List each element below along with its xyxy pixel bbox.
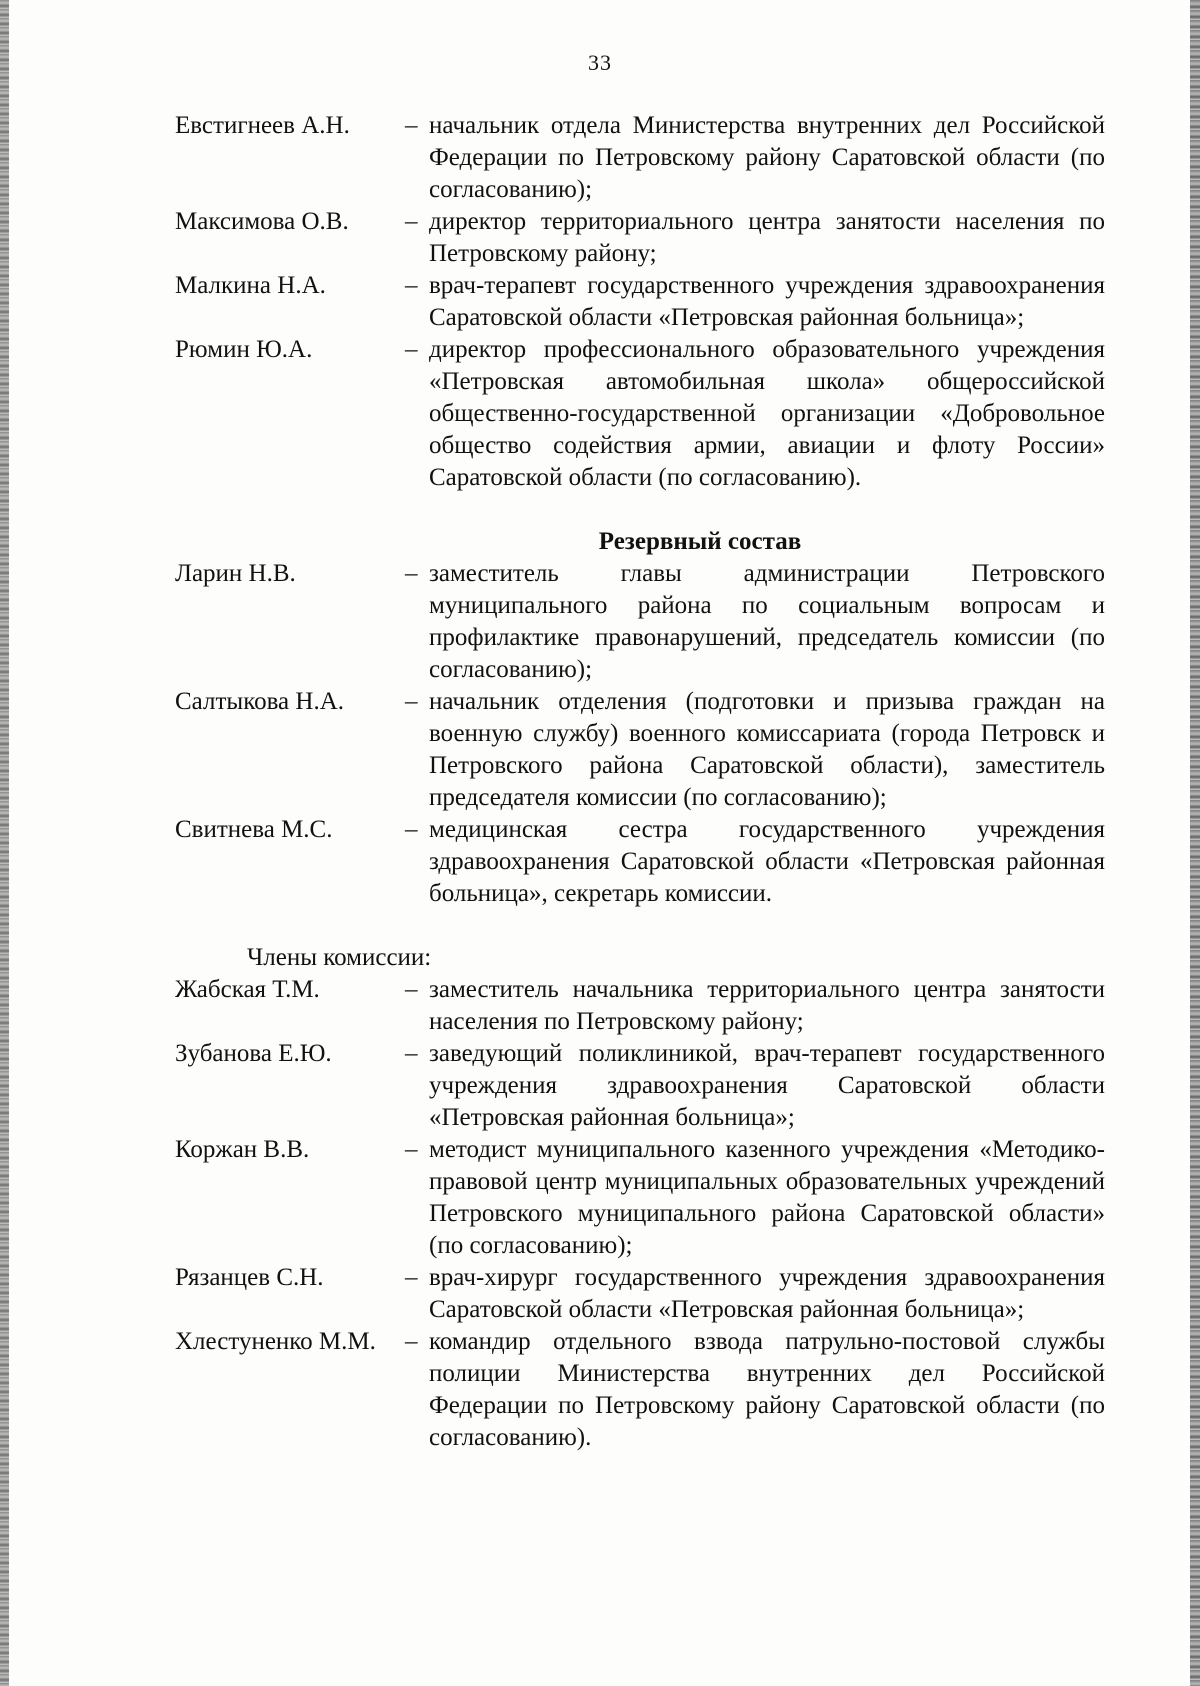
dash-separator: –	[405, 560, 418, 587]
list-item	[175, 1134, 1105, 1262]
list-item	[175, 334, 1105, 494]
list-item	[175, 974, 1105, 1038]
member-description: директор профессионального образовательного учреждения «Петровская автомобильная школа» общероссийской общественно-государственной организации «Добровольное общество содействия армии, авиации и флоту России» Саратовской области (по согласованию).	[429, 336, 1105, 491]
dash-separator: –	[405, 1040, 418, 1067]
member-name: Максимова О.В.	[175, 208, 349, 235]
dash-separator: –	[405, 1264, 418, 1291]
member-name: Жабская Т.М.	[175, 976, 320, 1003]
reserve-section-heading: Резервный состав	[598, 528, 802, 555]
member-description: методист муниципального казенного учреждения «Методико-правовой центр муниципальных образовательных учреждений Петровского муниципального района Саратовской области» (по согласованию);	[429, 1136, 1105, 1259]
member-description: начальник отделения (подготовки и призыва граждан на военную службу) военного комиссариата (города Петровск и Петровского района Саратовской области), заместитель председателя комиссии (по согласованию);	[429, 688, 1105, 811]
member-description: начальник отдела Министерства внутренних дел Российской Федерации по Петровскому району Саратовской области (по согласованию);	[429, 112, 1105, 203]
list-item	[175, 1326, 1105, 1454]
member-description: заместитель главы администрации Петровского муниципального района по социальным вопросам и профилактике правонарушений, председатель комиссии (по согласованию);	[429, 560, 1105, 683]
member-name: Салтыкова Н.А.	[175, 688, 344, 715]
members-label: Члены комиссии:	[247, 944, 432, 971]
member-description: врач-терапевт государственного учреждения здравоохранения Саратовской области «Петровская районная больница»;	[429, 272, 1105, 331]
member-description: заместитель начальника территориального центра занятости населения по Петровскому району;	[429, 976, 1105, 1035]
member-name: Рязанцев С.Н.	[175, 1264, 324, 1291]
member-name: Свитнева М.С.	[175, 816, 333, 843]
member-description: врач-хирург государственного учреждения здравоохранения Саратовской области «Петровская районная больница»;	[429, 1264, 1105, 1323]
dash-separator: –	[405, 1328, 418, 1355]
list-item	[175, 558, 1105, 686]
document-body	[175, 110, 1105, 1454]
list-item	[175, 206, 1105, 270]
member-name: Зубанова Е.Ю.	[175, 1040, 332, 1067]
member-description: директор территориального центра занятости населения по Петровскому району;	[429, 208, 1105, 267]
scan-edge-left	[0, 0, 9, 1686]
list-item	[175, 686, 1105, 814]
member-name: Ларин Н.В.	[175, 560, 296, 587]
member-description: командир отдельного взвода патрульно-постовой службы полиции Министерства внутренних дел Российской Федерации по Петровскому району Саратовской области (по согласованию).	[429, 1328, 1105, 1451]
list-item	[175, 270, 1105, 334]
list-item	[175, 814, 1105, 910]
member-name: Евстигнеев А.Н.	[175, 112, 350, 139]
dash-separator: –	[405, 272, 418, 299]
member-name: Малкина Н.А.	[175, 272, 326, 299]
member-description: заведующий поликлиникой, врач-терапевт государственного учреждения здравоохранения Саратовской области «Петровская районная больница»;	[429, 1040, 1105, 1131]
dash-separator: –	[405, 976, 418, 1003]
dash-separator: –	[405, 208, 418, 235]
list-item	[175, 110, 1105, 206]
dash-separator: –	[405, 112, 418, 139]
list-item	[175, 1038, 1105, 1134]
dash-separator: –	[405, 816, 418, 843]
page-number: 33	[588, 50, 612, 75]
dash-separator: –	[405, 1136, 418, 1163]
member-name: Хлестуненко М.М.	[175, 1328, 376, 1355]
member-name: Рюмин Ю.А.	[175, 336, 313, 363]
member-name: Коржан В.В.	[175, 1136, 310, 1163]
dash-separator: –	[405, 336, 418, 363]
scan-edge-right	[1190, 0, 1200, 1686]
dash-separator: –	[405, 688, 418, 715]
member-description: медицинская сестра государственного учреждения здравоохранения Саратовской области «Петровская районная больница», секретарь комиссии.	[429, 816, 1105, 907]
list-item	[175, 1262, 1105, 1326]
